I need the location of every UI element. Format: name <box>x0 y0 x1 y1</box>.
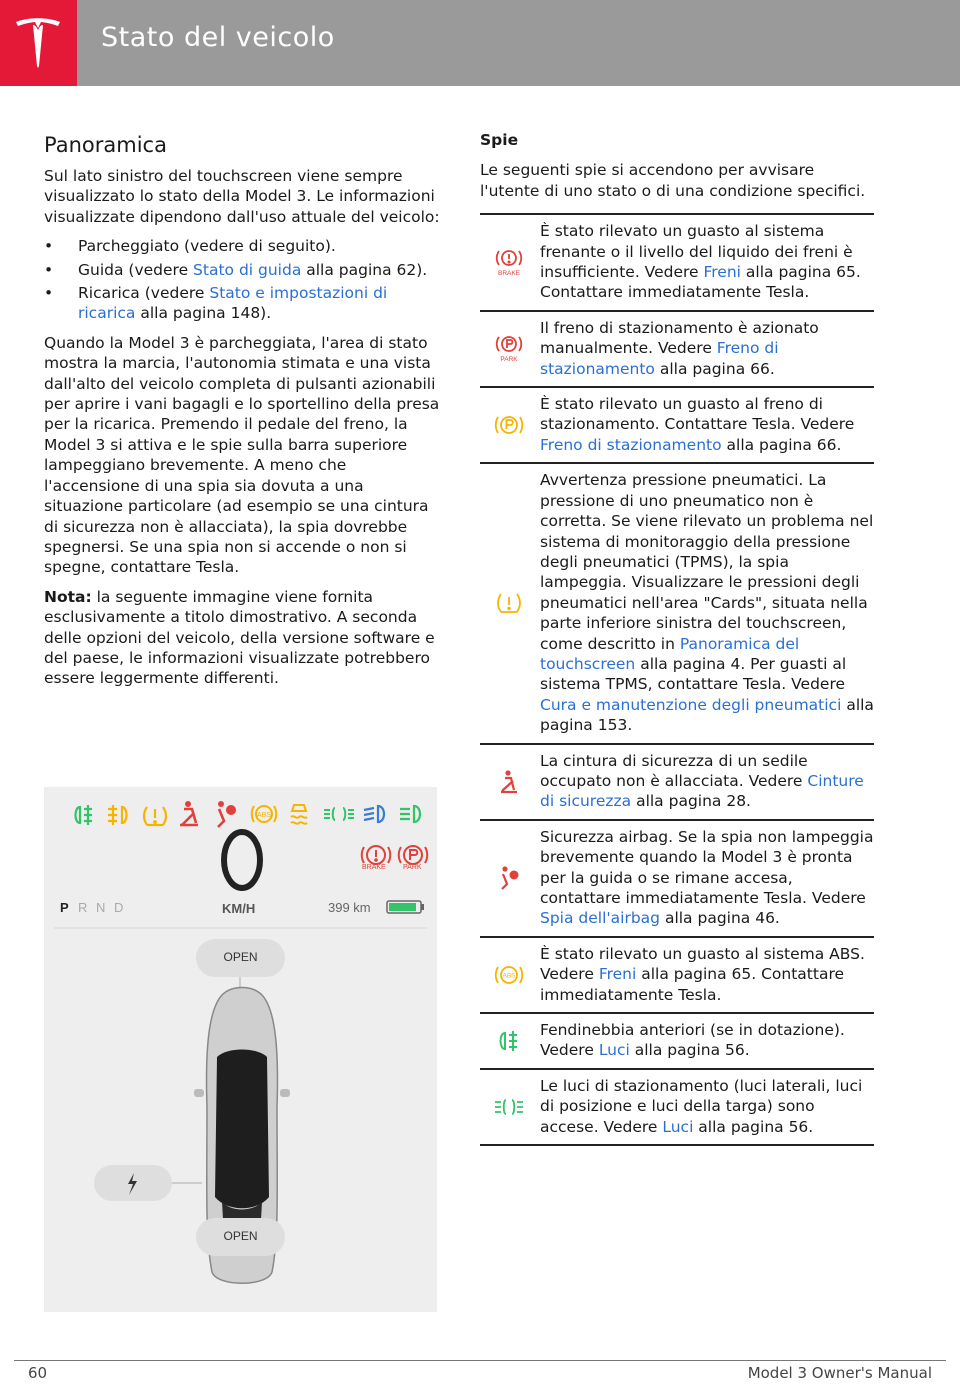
svg-text:ABS: ABS <box>256 812 272 819</box>
lights-intro: Le seguenti spie si accendono per avvisare l'utente di uno stato o di una condizione specifici. <box>480 161 866 200</box>
seat-belt-icon <box>498 770 520 794</box>
indicator-high-beam-icon <box>400 806 420 822</box>
overview-paragraph: Quando la Model 3 è parcheggiata, l'area di stato mostra la marcia, l'autonomia stimata e una vista dall'alto del veicolo completa di pulsanti azionabili per aprire i vani bagagli e lo sportellino della presa per la ricarica. Premendo il pedale del freno, la Model 3 si attiva e le spie sulla barra superiore lampeggiano brevemente. A meno che l'accensione di una spia sia dovuta a una situazione particolare (ad esempio se una cintura di sicurezza non è allacciata), la spia dovrebbe spegnersi. Se una spia non si accende o non si spegne, contattare Tesla. <box>44 333 440 577</box>
link-touchscreen-overview[interactable]: Panoramica del touchscreen <box>540 634 800 673</box>
indicator-tpms-icon <box>144 807 166 825</box>
status-list <box>44 236 440 324</box>
overview-heading: Panoramica <box>44 133 167 157</box>
table-row: Sicurezza airbag. Se la spia non lampeggia brevemente quando la Model 3 è pronta per la guida o se rimane accesa, contattare immediatamente Tesla. Vedere Spia dell'airbag alla pagina 46. <box>480 820 874 937</box>
link-charging-status[interactable]: Stato e impostazioni di ricarica <box>78 284 388 323</box>
link-airbag-light[interactable]: Spia dell'airbag <box>540 909 661 928</box>
tesla-logo <box>0 0 77 86</box>
link-driving-status[interactable]: Stato di guida <box>193 260 302 279</box>
svg-text:ABS: ABS <box>502 972 516 980</box>
brake-indicator-label: BRAKE <box>362 864 386 871</box>
tire-pressure-icon <box>496 591 522 615</box>
parking-lights-icon <box>495 1098 523 1116</box>
speed-readout <box>44 787 45 788</box>
brake-warning-icon <box>494 249 524 277</box>
indicator-rear-fog-icon <box>108 805 127 825</box>
table-row: Avvertenza pressione pneumatici. La pressione di uno pneumatico non è corretta. Se viene rilevato un problema nel sistema di monitoraggio della pressione degli pneumatici (TPMS), la spia lampeggia. Visualizzare le pressioni degli pneumatici nell'area "Cards", situata nella parte inferiore sinistra del touchscreen, come descritto in Panoramica del touchscreen alla pagina 4. Per guasti al sistema TPMS, contattare Tesla. Vedere Cura e manutenzione degli pneumatici alla pagina 153. <box>480 463 874 743</box>
gear-d[interactable]: D <box>114 900 124 915</box>
link-seat-belts[interactable]: Cinture di sicurezza <box>540 771 864 811</box>
svg-text:PARK: PARK <box>500 355 518 363</box>
link-brakes-2[interactable]: Freni <box>598 965 637 984</box>
overview-intro: Sul lato sinistro del touchscreen viene sempre visualizzato lo stato della Model 3. Le informazioni visualizzate dipendono dall'uso attuale del veicolo: <box>44 167 440 226</box>
parking-brake-fault-icon <box>494 413 524 437</box>
indicator-seatbelt-icon <box>180 801 198 825</box>
page-number: 60 <box>28 1364 48 1382</box>
open-trunk-button[interactable]: OPEN <box>223 1229 258 1243</box>
abs-icon <box>494 963 524 987</box>
indicator-lights-table <box>480 213 874 1146</box>
page-header <box>0 0 960 86</box>
overview-section <box>44 128 440 698</box>
table-row: Fendinebbia anteriori (se in dotazione). Vedere Luci alla pagina 56. <box>480 1013 874 1069</box>
table-row: La cintura di sicurezza di un sedile occupato non è allacciata. Vedere Cinture di sicurezza alla pagina 28. <box>480 744 874 820</box>
manual-name: Model 3 Owner's Manual <box>747 1364 932 1382</box>
park-indicator-label: PARK <box>403 864 422 871</box>
indicator-airbag-icon <box>218 801 236 827</box>
open-frunk-button[interactable]: OPEN <box>223 950 258 964</box>
footer-divider <box>14 1360 946 1361</box>
link-lights-2[interactable]: Luci <box>662 1117 694 1136</box>
link-brakes[interactable]: Freni <box>703 263 741 282</box>
link-lights[interactable]: Luci <box>598 1041 630 1060</box>
tesla-logo-icon <box>12 16 64 70</box>
table-row: PARK Il freno di stazionamento è azionato manualmente. Vedere Freno di stazionamento alla pagina 66. <box>480 311 874 387</box>
gear-r[interactable]: R <box>78 900 88 915</box>
battery-cap <box>421 904 424 910</box>
indicator-front-fog-icon <box>76 805 93 825</box>
indicator-parking-lights-icon <box>324 808 354 820</box>
list-item: • Parcheggiato (vedere di seguito). <box>44 236 440 256</box>
airbag-icon <box>498 866 520 890</box>
list-item: • Ricarica (vedere Stato e impostazioni di ricarica alla pagina 148). <box>44 283 440 324</box>
front-fog-light-icon <box>498 1030 520 1052</box>
speed-digit-shape <box>224 832 260 888</box>
parking-brake-icon <box>494 335 524 363</box>
indicator-abs-icon <box>252 806 277 822</box>
note: Nota: la seguente immagine viene fornita esclusivamente a titolo dimostrativo. A seconda delle opzioni del veicolo, della versione software e del paese, le informazioni visualizzate potrebbero essere leggermente differenti. <box>44 587 435 688</box>
battery-level-fill <box>389 903 416 911</box>
page-title: Stato del veicolo <box>101 22 335 53</box>
table-row: Le luci di stazionamento (luci laterali, luci di posizione e luci della targa) sono accese. Vedere Luci alla pagina 56. <box>480 1069 874 1145</box>
dashboard-illustration <box>44 787 437 1312</box>
brake-indicator-icon <box>362 846 391 864</box>
list-item: • Guida (vedere Stato di guida alla pagina 62). <box>44 260 440 280</box>
svg-text:BRAKE: BRAKE <box>497 269 521 277</box>
speed-unit: KM/H <box>222 901 256 916</box>
indicator-lights-section <box>480 128 874 1146</box>
link-parking-brake[interactable]: Freno di stazionamento <box>540 339 779 378</box>
lights-heading: Spie <box>480 131 519 149</box>
estimated-range: 399 km <box>328 900 371 915</box>
park-indicator-icon <box>399 846 428 864</box>
link-tire-care[interactable]: Cura e manutenzione degli pneumatici <box>540 695 842 714</box>
gear-p[interactable]: P <box>60 900 69 915</box>
table-row: BRAKE È stato rilevato un guasto al sistema frenante o il livello del liquido dei freni è insufficiente. Vedere Freni alla pagina 65. Contattare immediatamente Tesla. <box>480 214 874 311</box>
indicator-traction-icon <box>291 805 307 824</box>
table-row: È stato rilevato un guasto al freno di stazionamento. Contattare Tesla. Vedere Freno di stazionamento alla pagina 66. <box>480 387 874 463</box>
indicator-low-beam-icon <box>364 806 384 822</box>
link-parking-brake-2[interactable]: Freno di stazionamento <box>540 435 722 454</box>
table-row: ABS È stato rilevato un guasto al sistema ABS. Vedere Freni alla pagina 65. Contattare immediatamente Tesla. <box>480 937 874 1013</box>
gear-n[interactable]: N <box>96 900 106 915</box>
